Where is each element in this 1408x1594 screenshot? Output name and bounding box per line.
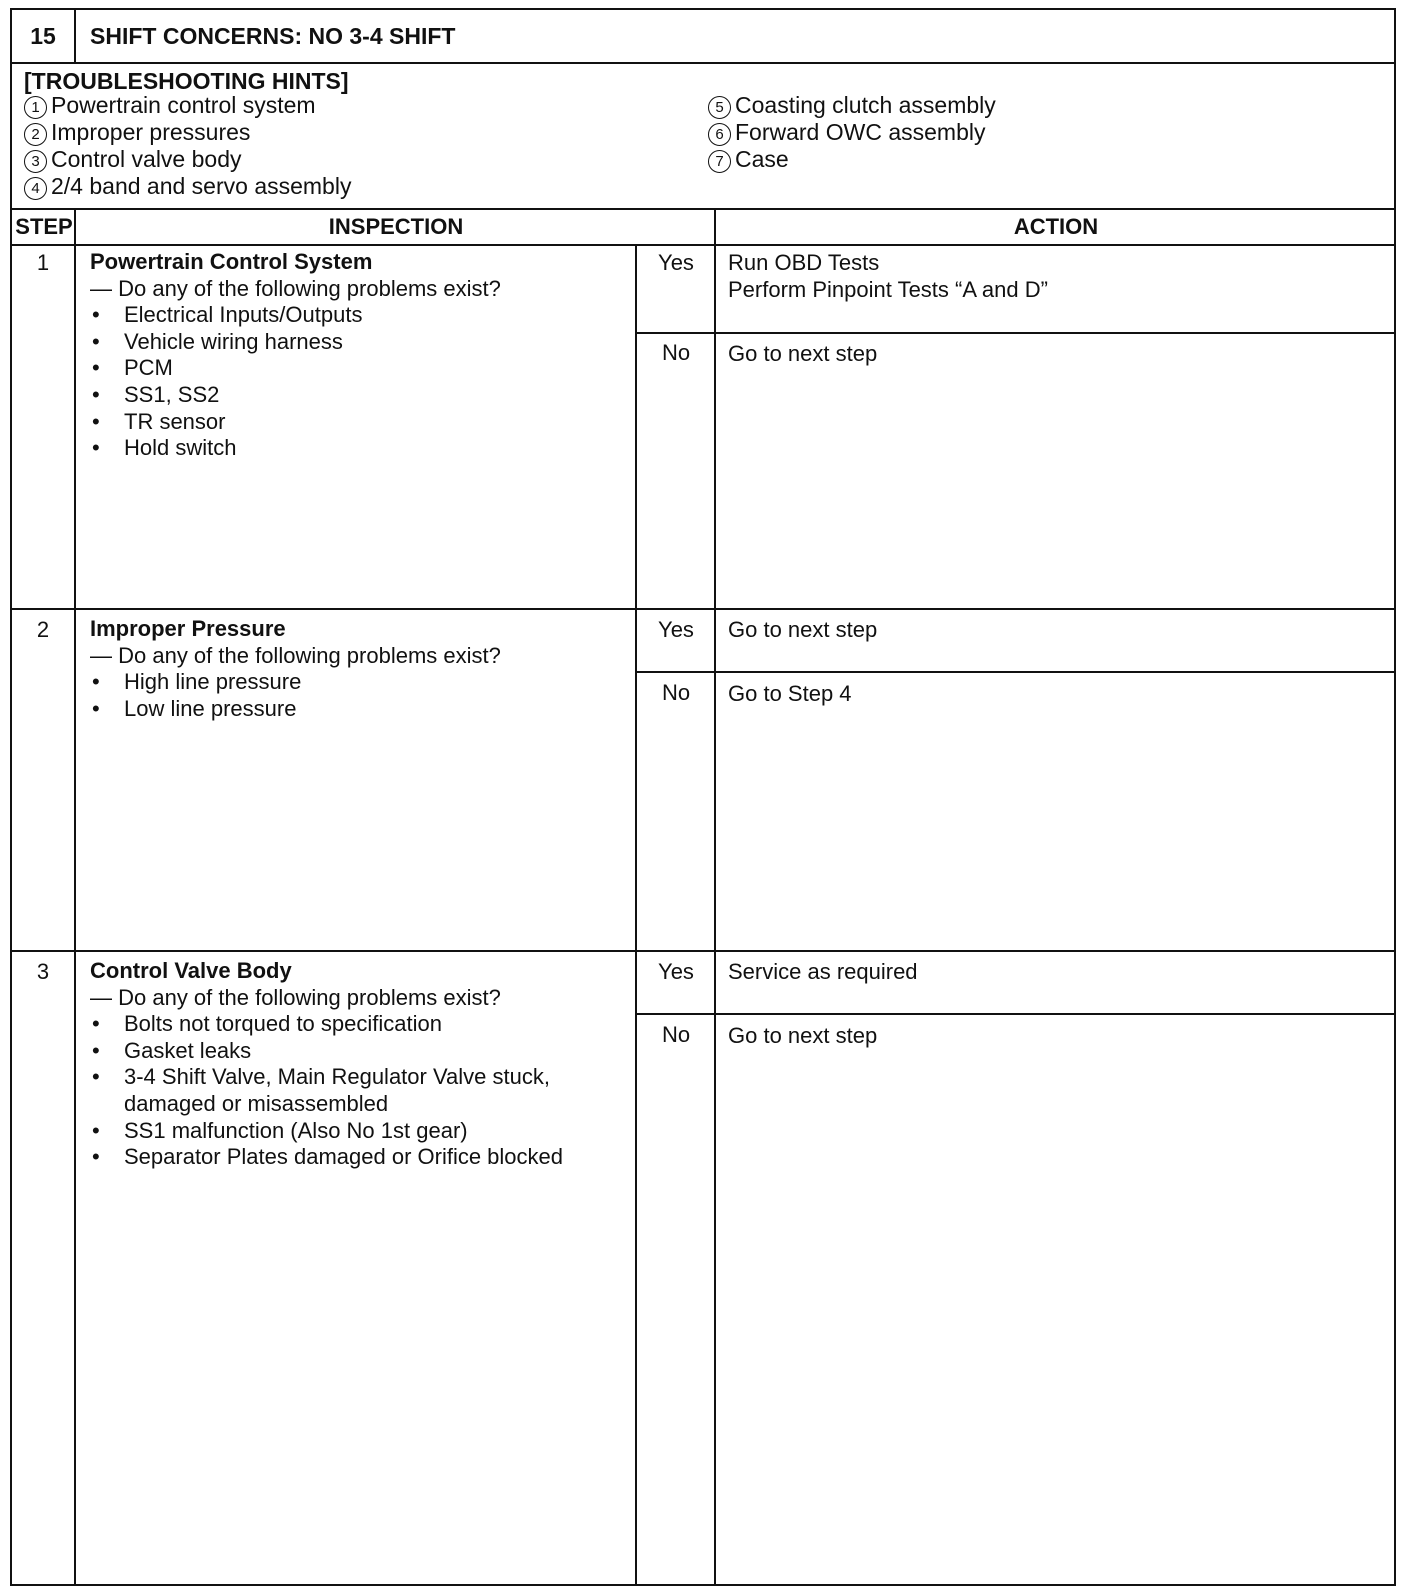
- list-item: • SS1 malfunction (Also No 1st gear): [90, 1118, 630, 1145]
- hint-item: [24, 146, 351, 173]
- divider: [714, 210, 716, 1586]
- no-label: No: [661, 1022, 691, 1047]
- hint-text: 2/4 band and servo assembly: [51, 173, 352, 199]
- divider: [635, 332, 1395, 334]
- troubleshooting-sheet: [10, 8, 1396, 1586]
- no-label: No: [661, 340, 691, 365]
- circled-number-icon: 1: [24, 96, 47, 119]
- list-item: • PCM: [90, 355, 630, 382]
- hint-item: [24, 173, 351, 200]
- list-item: • SS1, SS2: [90, 382, 630, 409]
- divider: [74, 210, 76, 1586]
- step-title: Powertrain Control System: [90, 249, 373, 274]
- step-number: 1: [36, 250, 50, 275]
- no-action: [728, 680, 1368, 707]
- hints-right-column: [708, 92, 996, 173]
- list-item: • Hold switch: [90, 435, 630, 462]
- yes-label: Yes: [658, 250, 694, 275]
- step-title: Control Valve Body: [90, 958, 292, 983]
- troubleshooting-hints: [12, 64, 1394, 210]
- list-item: • Gasket leaks: [90, 1038, 630, 1065]
- hint-item: [24, 119, 351, 146]
- action-line: Go to next step: [728, 1023, 878, 1048]
- hint-text: Case: [735, 146, 789, 172]
- step-question: — Do any of the following problems exist?: [90, 984, 501, 1010]
- problem-list: [90, 669, 630, 722]
- yes-label: Yes: [658, 617, 694, 642]
- step-inspection: [90, 958, 630, 1171]
- no-label: No: [661, 680, 691, 705]
- hint-text: Control valve body: [51, 146, 242, 172]
- divider: [635, 246, 637, 1586]
- column-header-step: STEP: [12, 210, 76, 246]
- divider: [635, 1013, 1395, 1015]
- list-item: • High line pressure: [90, 669, 630, 696]
- circled-number-icon: 6: [708, 123, 731, 146]
- circled-number-icon: 2: [24, 123, 47, 146]
- step-question: — Do any of the following problems exist?: [90, 275, 501, 301]
- divider: [12, 608, 1394, 610]
- divider: [635, 671, 1395, 673]
- step-question: — Do any of the following problems exist?: [90, 642, 501, 668]
- column-header-action: ACTION: [716, 210, 1396, 246]
- page-title: SHIFT CONCERNS: NO 3-4 SHIFT: [90, 23, 456, 49]
- circled-number-icon: 5: [708, 96, 731, 119]
- hint-item: [708, 119, 996, 146]
- hint-item: [708, 92, 996, 119]
- list-item: • Electrical Inputs/Outputs: [90, 302, 630, 329]
- hint-text: Improper pressures: [51, 119, 251, 145]
- yes-label: Yes: [658, 959, 694, 984]
- column-header-inspection: INSPECTION: [76, 210, 716, 246]
- step-number: 3: [36, 959, 50, 984]
- action-line: Go to next step: [728, 341, 878, 366]
- circled-number-icon: 3: [24, 150, 47, 173]
- problem-list: [90, 302, 630, 462]
- list-item: • Vehicle wiring harness: [90, 329, 630, 356]
- hints-left-column: [24, 92, 351, 200]
- hint-text: Powertrain control system: [51, 92, 316, 118]
- no-action: [728, 1022, 1368, 1049]
- title-bar: [12, 10, 1394, 64]
- circled-number-icon: 4: [24, 177, 47, 200]
- action-line: Go to next step: [728, 617, 878, 642]
- section-number: 15: [12, 10, 76, 62]
- action-line: Perform Pinpoint Tests “A and D”: [728, 277, 1048, 302]
- hint-text: Forward OWC assembly: [735, 119, 986, 145]
- yes-action: [728, 958, 1368, 985]
- hint-item: [24, 92, 351, 119]
- hint-item: [708, 146, 996, 173]
- list-item: • Low line pressure: [90, 696, 630, 723]
- no-action: [728, 340, 1368, 367]
- step-inspection: [90, 616, 630, 722]
- list-item: • 3-4 Shift Valve, Main Regulator Valve stuck, damaged or misassembled: [90, 1064, 630, 1117]
- yes-action: [728, 616, 1368, 643]
- step-inspection: [90, 249, 630, 462]
- hint-text: Coasting clutch assembly: [735, 92, 996, 118]
- list-item: • Separator Plates damaged or Orifice blocked: [90, 1144, 630, 1171]
- list-item: • TR sensor: [90, 409, 630, 436]
- circled-number-icon: 7: [708, 150, 731, 173]
- step-number: 2: [36, 617, 50, 642]
- action-line: Go to Step 4: [728, 681, 852, 706]
- action-line: Service as required: [728, 959, 918, 984]
- divider: [12, 950, 1394, 952]
- yes-action: [728, 249, 1368, 303]
- action-line: Run OBD Tests: [728, 250, 880, 275]
- problem-list: [90, 1011, 630, 1171]
- list-item: • Bolts not torqued to specification: [90, 1011, 630, 1038]
- step-title: Improper Pressure: [90, 616, 286, 641]
- hints-heading: [TROUBLESHOOTING HINTS]: [24, 68, 349, 94]
